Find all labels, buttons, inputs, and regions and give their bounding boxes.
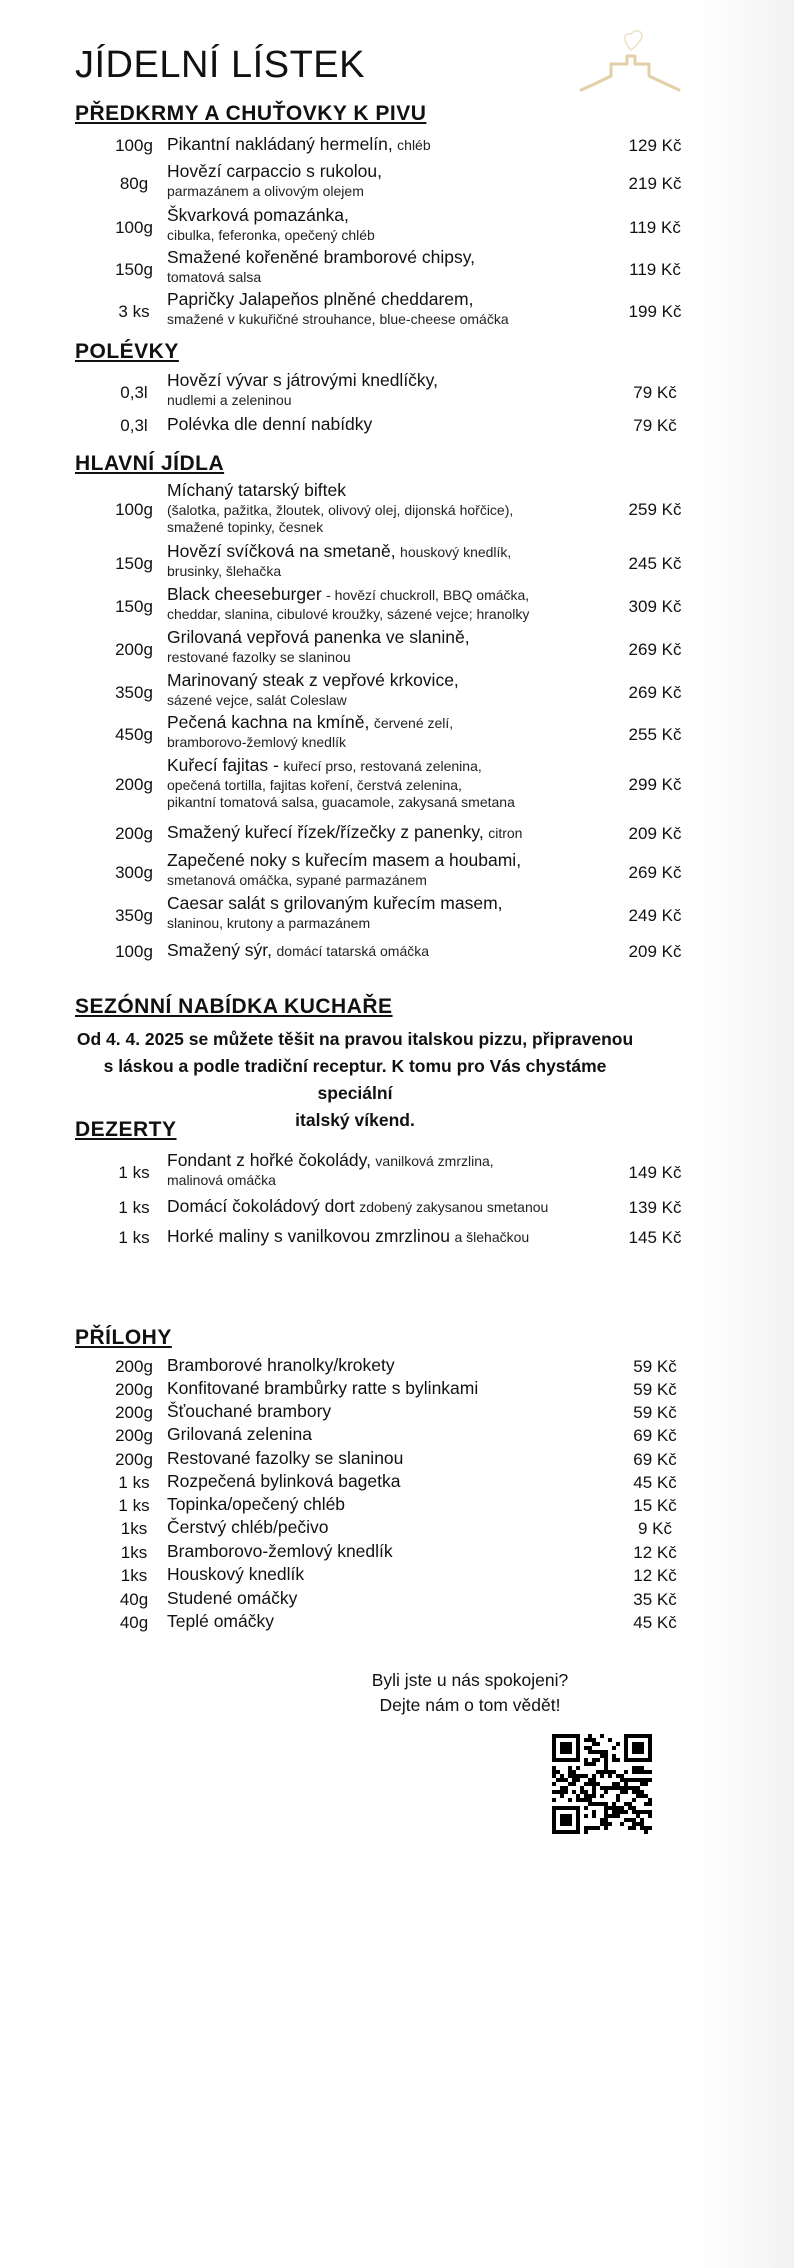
item-quantity: 1 ks bbox=[118, 1473, 150, 1492]
item-name: Papričky Jalapeňos plněné cheddarem, bbox=[167, 289, 474, 309]
item-price: 129 Kč bbox=[628, 136, 682, 155]
item-note: smetanová omáčka, sypané parmazánem bbox=[167, 871, 427, 888]
item-name: Marinovaný steak z vepřové krkovice, bbox=[167, 670, 459, 690]
item-price: 45 Kč bbox=[633, 1613, 677, 1632]
item-name: Konfitované brambůrky ratte s bylinkami bbox=[167, 1378, 479, 1398]
item-quantity: 200g bbox=[115, 640, 153, 659]
item-price: 309 Kč bbox=[628, 597, 682, 616]
item-price: 249 Kč bbox=[628, 906, 682, 925]
item-quantity: 0,3l bbox=[120, 383, 148, 402]
item-quantity: 100g bbox=[115, 218, 153, 237]
item-note: a šlehačkou bbox=[454, 1229, 530, 1245]
item-note: cibulka, feferonka, opečený chléb bbox=[167, 226, 375, 243]
item-price: 9 Kč bbox=[637, 1519, 673, 1538]
item-quantity: 40g bbox=[119, 1613, 149, 1632]
item-price: 255 Kč bbox=[628, 725, 682, 744]
item-quantity: 200g bbox=[115, 1357, 153, 1376]
item-name: Domácí čokoládový dort bbox=[167, 1196, 355, 1216]
section-heading-soups: POLÉVKY bbox=[75, 340, 179, 363]
item-quantity: 200g bbox=[115, 1403, 153, 1422]
qr-code-icon[interactable] bbox=[552, 1734, 652, 1834]
item-name: Topinka/opečený chléb bbox=[167, 1494, 346, 1514]
item-price: 245 Kč bbox=[628, 554, 682, 573]
item-note: červené zelí, bbox=[373, 715, 454, 731]
item-note: nudlemi a zeleninou bbox=[167, 391, 292, 408]
item-quantity: 150g bbox=[115, 554, 153, 573]
item-name: Rozpečená bylinková bagetka bbox=[167, 1471, 401, 1491]
item-name: Hovězí svíčková na smetaně, bbox=[167, 541, 396, 561]
item-note: houskový knedlík, bbox=[400, 544, 512, 560]
item-note: cheddar, slanina, cibulové kroužky, sázené vejce; hranolky bbox=[167, 606, 530, 622]
item-name: Škvarková pomazánka, bbox=[167, 205, 349, 225]
item-price: 119 Kč bbox=[629, 260, 681, 279]
item-price: 269 Kč bbox=[628, 640, 682, 659]
item-quantity: 1 ks bbox=[118, 1496, 150, 1515]
item-name: Bramborové hranolky/krokety bbox=[167, 1355, 395, 1375]
item-quantity: 150g bbox=[115, 597, 153, 616]
item-price: 79 Kč bbox=[633, 383, 677, 402]
item-price: 69 Kč bbox=[633, 1450, 677, 1469]
item-price: 59 Kč bbox=[633, 1357, 677, 1376]
item-name: Studené omáčky bbox=[167, 1588, 298, 1608]
item-note: - hovězí chuckroll, BBQ omáčka, bbox=[326, 587, 530, 603]
item-quantity: 200g bbox=[115, 1426, 153, 1445]
item-quantity: 350g bbox=[115, 906, 153, 925]
section-heading-starters: PŘEDKRMY A CHUŤOVKY K PIVU bbox=[75, 102, 427, 125]
seasonal-text-line: italský víkend. bbox=[295, 1110, 415, 1130]
item-note: sázené vejce, salát Coleslaw bbox=[167, 691, 347, 708]
item-name: Hovězí carpaccio s rukolou, bbox=[167, 161, 382, 181]
item-price: 15 Kč bbox=[633, 1496, 677, 1515]
item-price: 209 Kč bbox=[628, 824, 682, 843]
seasonal-text-line: Od 4. 4. 2025 se můžete těšit na pravou italskou pizzu, připravenou bbox=[76, 1029, 634, 1049]
item-quantity: 80g bbox=[119, 174, 149, 193]
item-quantity: 200g bbox=[115, 1380, 153, 1399]
item-name: Grilovaná vepřová panenka ve slanině, bbox=[167, 627, 470, 647]
item-name: Polévka dle denní nabídky bbox=[167, 414, 373, 434]
item-price: 12 Kč bbox=[633, 1543, 677, 1562]
item-quantity: 300g bbox=[115, 863, 153, 882]
item-note: zdobený zakysanou smetanou bbox=[359, 1199, 549, 1215]
item-note: domácí tatarská omáčka bbox=[276, 943, 430, 959]
item-price: 269 Kč bbox=[628, 683, 682, 702]
item-quantity: 200g bbox=[115, 775, 153, 794]
item-name: Houskový knedlík bbox=[167, 1564, 305, 1584]
item-name: Fondant z hořké čokolády, bbox=[167, 1150, 371, 1170]
item-name: Kuřecí fajitas - bbox=[167, 755, 279, 775]
feedback-line: Byli jste u nás spokojeni? bbox=[371, 1670, 569, 1690]
item-note: (šalotka, pažitka, žloutek, olivový olej, dijonská hořčice), bbox=[167, 501, 514, 518]
item-quantity: 40g bbox=[119, 1590, 149, 1609]
item-price: 59 Kč bbox=[633, 1380, 677, 1399]
feedback-line: Dejte nám o tom vědět! bbox=[379, 1695, 561, 1715]
item-quantity: 100g bbox=[115, 500, 153, 519]
item-quantity: 3 ks bbox=[118, 302, 150, 321]
item-name: Hovězí vývar s játrovými knedlíčky, bbox=[167, 370, 438, 390]
item-note: brusinky, šlehačka bbox=[167, 563, 282, 579]
item-note: citron bbox=[488, 825, 523, 841]
item-note: tomatová salsa bbox=[167, 268, 262, 285]
item-quantity: 1 ks bbox=[118, 1228, 150, 1247]
seasonal-text-line: s láskou a podle tradiční receptur. K tomu pro Vás chystáme speciální bbox=[103, 1056, 607, 1103]
item-price: 269 Kč bbox=[628, 863, 682, 882]
item-quantity: 150g bbox=[115, 260, 153, 279]
item-name: Smažené kořeněné bramborové chipsy, bbox=[167, 247, 476, 267]
item-quantity: 100g bbox=[115, 942, 153, 961]
item-name: Horké maliny s vanilkovou zmrzlinou bbox=[167, 1226, 451, 1246]
item-price: 35 Kč bbox=[633, 1590, 677, 1609]
item-name: Teplé omáčky bbox=[167, 1611, 274, 1631]
item-name: Smažený sýr, bbox=[167, 940, 273, 960]
item-price: 209 Kč bbox=[628, 942, 682, 961]
item-note: restované fazolky se slaninou bbox=[167, 648, 351, 665]
item-note: malinová omáčka bbox=[167, 1172, 276, 1188]
item-name: Grilovaná zelenina bbox=[167, 1424, 312, 1444]
item-price: 145 Kč bbox=[628, 1228, 682, 1247]
item-price: 149 Kč bbox=[628, 1163, 682, 1182]
item-quantity: 200g bbox=[115, 1450, 153, 1469]
item-price: 12 Kč bbox=[633, 1566, 677, 1585]
item-price: 79 Kč bbox=[633, 416, 677, 435]
item-price: 139 Kč bbox=[628, 1198, 682, 1217]
section-heading-seasonal: SEZÓNNÍ NABÍDKA KUCHAŘE bbox=[75, 995, 393, 1018]
item-quantity: 100g bbox=[115, 136, 153, 155]
item-quantity: 1ks bbox=[120, 1566, 148, 1585]
restaurant-logo-icon bbox=[575, 20, 685, 98]
item-name: Bramborovo-žemlový knedlík bbox=[167, 1541, 393, 1561]
item-note: kuřecí prso, restovaná zelenina, bbox=[283, 758, 482, 774]
item-price: 119 Kč bbox=[629, 218, 681, 237]
item-name: Šťouchané brambory bbox=[167, 1401, 332, 1421]
item-price: 45 Kč bbox=[633, 1473, 677, 1492]
item-name: Míchaný tatarský biftek bbox=[167, 480, 346, 500]
item-name: Pikantní nakládaný hermelín, bbox=[167, 134, 393, 154]
item-note: chléb bbox=[397, 137, 431, 153]
section-heading-desserts: DEZERTY bbox=[75, 1118, 177, 1141]
item-note: vanilková zmrzlina, bbox=[375, 1153, 494, 1169]
item-name: Smažený kuřecí řízek/řízečky z panenky, bbox=[167, 822, 484, 842]
right-edge-shade bbox=[700, 0, 794, 2268]
item-name: Caesar salát s grilovaným kuřecím masem, bbox=[167, 893, 503, 913]
item-quantity: 1 ks bbox=[118, 1198, 150, 1217]
item-price: 199 Kč bbox=[628, 302, 682, 321]
item-note: slaninou, krutony a parmazánem bbox=[167, 914, 371, 931]
item-price: 299 Kč bbox=[628, 775, 682, 794]
item-name: Zapečené noky s kuřecím masem a houbami, bbox=[167, 850, 522, 870]
item-name: Čerstvý chléb/pečivo bbox=[167, 1517, 329, 1537]
item-quantity: 1 ks bbox=[118, 1163, 150, 1182]
section-heading-sides: PŘÍLOHY bbox=[75, 1326, 172, 1349]
item-quantity: 350g bbox=[115, 683, 153, 702]
item-name: Pečená kachna na kmíně, bbox=[167, 712, 370, 732]
item-quantity: 1ks bbox=[120, 1543, 148, 1562]
item-note: bramborovo-žemlový knedlík bbox=[167, 734, 346, 750]
item-name: Restované fazolky se slaninou bbox=[167, 1448, 404, 1468]
item-quantity: 0,3l bbox=[120, 416, 148, 435]
feedback-prompt bbox=[320, 1668, 620, 1718]
item-price: 219 Kč bbox=[628, 174, 682, 193]
item-price: 259 Kč bbox=[628, 500, 682, 519]
item-price: 69 Kč bbox=[633, 1426, 677, 1445]
item-quantity: 200g bbox=[115, 824, 153, 843]
section-heading-mains: HLAVNÍ JÍDLA bbox=[75, 452, 225, 475]
item-quantity: 450g bbox=[115, 725, 153, 744]
item-note: parmazánem a olivovým olejem bbox=[167, 182, 364, 199]
page-title: JÍDELNÍ LÍSTEK bbox=[75, 44, 365, 86]
item-quantity: 1ks bbox=[120, 1519, 148, 1538]
item-note: pikantní tomatová salsa, guacamole, zakysaná smetana bbox=[167, 794, 515, 810]
item-note: smažené topinky, česnek bbox=[167, 518, 324, 535]
item-note: opečená tortilla, fajitas koření, čerstvá zelenina, bbox=[167, 777, 462, 793]
item-name: Black cheeseburger bbox=[167, 584, 322, 604]
item-price: 59 Kč bbox=[633, 1403, 677, 1422]
item-note: smažené v kukuřičné strouhance, blue-cheese omáčka bbox=[167, 310, 509, 327]
